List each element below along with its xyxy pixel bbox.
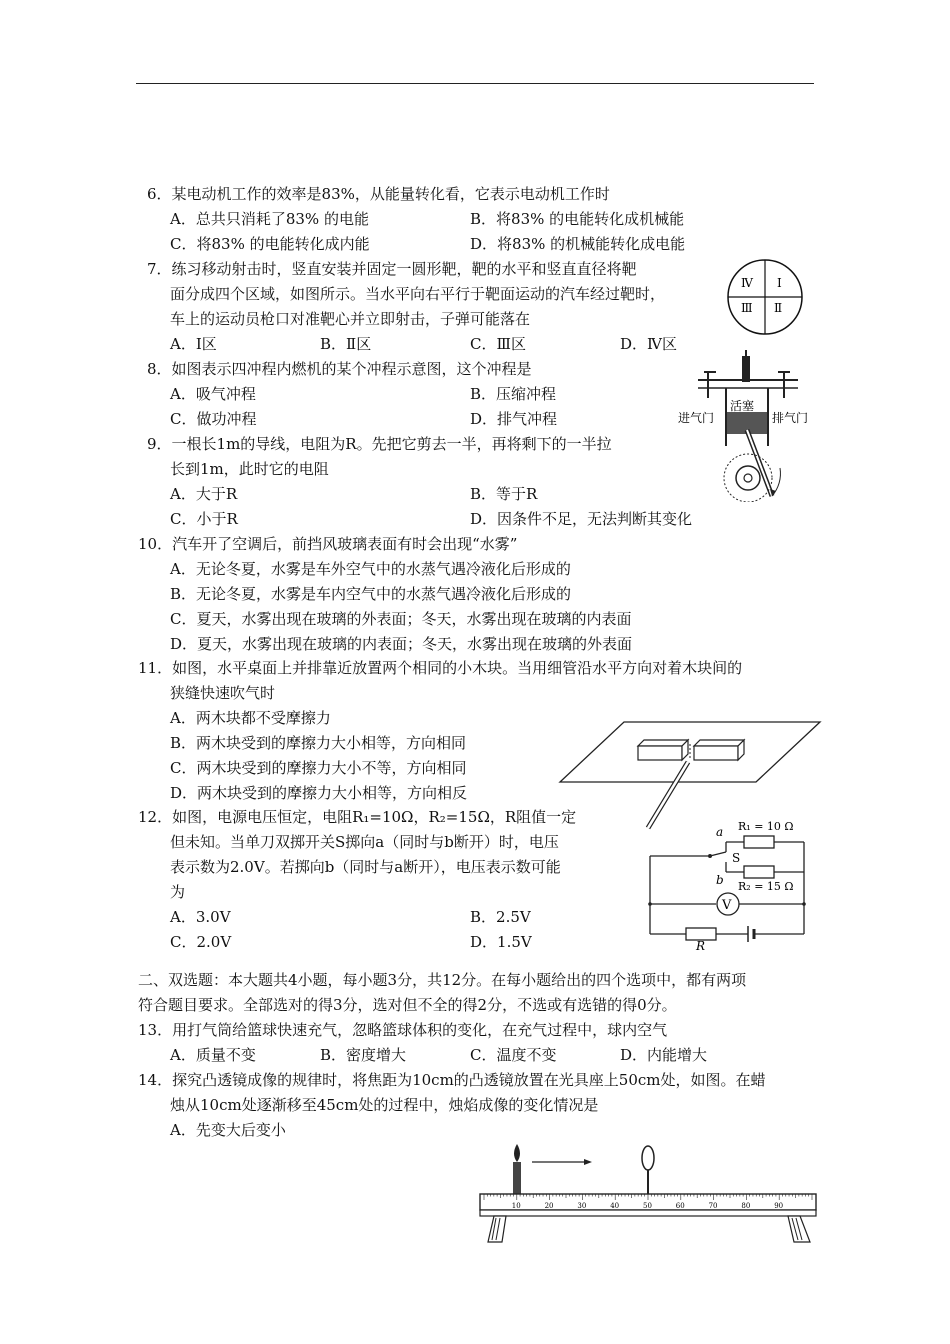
switch-terminal-b: b xyxy=(716,873,724,887)
q10-option-b: B．无论冬夏，水雾是车内空气中的水蒸气遇冷液化后形成的 xyxy=(170,585,572,603)
r-label: R xyxy=(696,939,706,952)
q6-option-b: B．将83% 的电能转化成机械能 xyxy=(470,210,685,228)
q7-stem-line1: 7．练习移动射击时，竖直安装并固定一圆形靶，靶的水平和竖直直径将靶 xyxy=(147,260,637,278)
q13-option-c: C．温度不变 xyxy=(470,1046,557,1064)
q12-stem-line4: 为 xyxy=(170,883,186,901)
q14-stem-line2: 烛从10cm处逐渐移至45cm处的过程中，烛焰成像的变化情况是 xyxy=(170,1096,599,1114)
switch-label: S xyxy=(732,851,741,865)
target-region-4: Ⅳ xyxy=(741,276,753,290)
q6-stem: 6．某电动机工作的效率是83%，从能量转化看，它表示电动机工作时 xyxy=(147,185,610,203)
q14-stem-line1: 14．探究凸透镜成像的规律时，将焦距为10cm的凸透镜放置在光具座上50cm处，如图。在蜡 xyxy=(138,1071,766,1089)
bench-tick-label: 40 xyxy=(610,1202,620,1210)
q8-stem: 8．如图表示四冲程内燃机的某个冲程示意图，这个冲程是 xyxy=(147,360,532,378)
circuit-figure xyxy=(640,812,816,952)
bench-tick-label: 60 xyxy=(675,1202,685,1210)
q8-option-d: D．排气冲程 xyxy=(470,410,558,428)
q7-stem-line2: 面分成四个区域，如图所示。当水平向右平行于靶面运动的汽车经过靶时， xyxy=(170,285,666,303)
q9-stem-line1: 9．一根长1m的导线，电阻为R。先把它剪去一半，再将剩下的一半拉 xyxy=(147,435,612,453)
q10-stem: 10．汽车开了空调后，前挡风玻璃表面有时会出现“水雾” xyxy=(138,535,518,553)
bench-tick-label: 20 xyxy=(544,1202,554,1210)
target-region-1: Ⅰ xyxy=(777,276,782,290)
q13-option-a: A．质量不变 xyxy=(170,1046,256,1064)
q14-option-a: A．先变大后变小 xyxy=(170,1121,286,1139)
candle-icon xyxy=(513,1162,521,1194)
bench-tick-label: 50 xyxy=(643,1202,652,1210)
q12-option-c: C．2.0V xyxy=(170,933,232,951)
target-figure xyxy=(724,256,806,338)
q8-option-c: C．做功冲程 xyxy=(170,410,257,428)
q6-option-c: C．将83% 的电能转化成内能 xyxy=(170,235,370,253)
q13-option-d: D．内能增大 xyxy=(620,1046,708,1064)
q7-stem-line3: 车上的运动员枪口对准靶心并立即射击，子弹可能落在 xyxy=(170,310,531,328)
engine-figure xyxy=(676,350,822,502)
bench-tick-label: 80 xyxy=(741,1202,751,1210)
q10-option-d: D．夏天，水雾出现在玻璃的内表面；冬天，水雾出现在玻璃的外表面 xyxy=(170,635,633,653)
optical-bench-figure xyxy=(476,1140,824,1244)
q7-option-b: B．Ⅱ区 xyxy=(320,335,372,353)
q11-option-c: C．两木块受到的摩擦力大小不等，方向相同 xyxy=(170,759,467,777)
q9-option-d: D．因条件不足，无法判断其变化 xyxy=(470,510,693,528)
q7-option-a: A．Ⅰ区 xyxy=(170,335,217,353)
section2-heading-line2: 符合题目要求。全部选对的得3分，选对但不全的得2分，不选或有选错的得0分。 xyxy=(138,996,677,1014)
q11-option-d: D．两木块受到的摩擦力大小相等，方向相反 xyxy=(170,784,468,802)
target-region-3: Ⅲ xyxy=(741,301,753,315)
convex-lens-icon xyxy=(642,1146,654,1170)
q12-stem-line3: 表示数为2.0V。若掷向b（同时与a断开），电压表示数可能 xyxy=(170,858,561,876)
q9-option-c: C．小于R xyxy=(170,510,238,528)
candle-flame-icon xyxy=(514,1144,520,1162)
q8-option-a: A．吸气冲程 xyxy=(170,385,256,403)
exhaust-valve-label: 排气门 xyxy=(772,411,809,425)
r1-label: R₁ = 10 Ω xyxy=(738,820,794,833)
q12-option-b: B．2.5V xyxy=(470,908,531,926)
q9-option-a: A．大于R xyxy=(170,485,238,503)
q11-option-a: A．两木块都不受摩擦力 xyxy=(170,709,331,727)
q11-stem-line2: 狭缝快速吹气时 xyxy=(170,684,276,702)
q12-option-d: D．1.5V xyxy=(470,933,532,951)
q8-option-b: B．压缩冲程 xyxy=(470,385,557,403)
q7-option-c: C．Ⅲ区 xyxy=(470,335,526,353)
q7-option-d: D．Ⅳ区 xyxy=(620,335,678,353)
q12-option-a: A．3.0V xyxy=(170,908,231,926)
voltmeter-label: V xyxy=(722,898,732,913)
piston-label: 活塞 xyxy=(730,399,755,413)
q9-stem-line2: 长到1m，此时它的电阻 xyxy=(170,460,329,478)
bench-tick-label: 30 xyxy=(577,1202,587,1210)
q11-stem-line1: 11．如图，水平桌面上并排靠近放置两个相同的小木块。当用细管沿水平方向对着木块间的 xyxy=(138,659,743,677)
q9-option-b: B．等于R xyxy=(470,485,538,503)
q12-stem-line2: 但未知。当单刀双掷开关S掷向a（同时与b断开）时，电压 xyxy=(170,833,559,851)
target-region-2: Ⅱ xyxy=(774,301,783,315)
q13-stem: 13．用打气筒给篮球快速充气，忽略篮球体积的变化，在充气过程中，球内空气 xyxy=(138,1021,668,1039)
q6-option-a: A．总共只消耗了83% 的电能 xyxy=(170,210,369,228)
q11-option-b: B．两木块受到的摩擦力大小相等，方向相同 xyxy=(170,734,467,752)
r2-label: R₂ = 15 Ω xyxy=(738,880,794,893)
bench-tick-label: 10 xyxy=(511,1202,521,1210)
bench-tick-label: 90 xyxy=(774,1202,784,1210)
q10-option-c: C．夏天，水雾出现在玻璃的外表面；冬天，水雾出现在玻璃的内表面 xyxy=(170,610,632,628)
q13-option-b: B．密度增大 xyxy=(320,1046,407,1064)
q10-option-a: A．无论冬夏，水雾是车外空气中的水蒸气遇冷液化后形成的 xyxy=(170,560,571,578)
q12-stem-line1: 12．如图，电源电压恒定，电阻R₁=10Ω，R₂=15Ω，R阻值一定 xyxy=(138,808,577,826)
switch-terminal-a: a xyxy=(716,825,724,839)
section2-heading-line1: 二、双选题：本大题共4小题，每小题3分，共12分。在每小题给出的四个选项中，都有两项 xyxy=(138,971,747,989)
intake-valve-label: 进气门 xyxy=(678,411,715,425)
bench-tick-label: 70 xyxy=(708,1202,718,1210)
header-rule xyxy=(136,83,814,84)
q6-option-d: D．将83% 的机械能转化成电能 xyxy=(470,235,686,253)
